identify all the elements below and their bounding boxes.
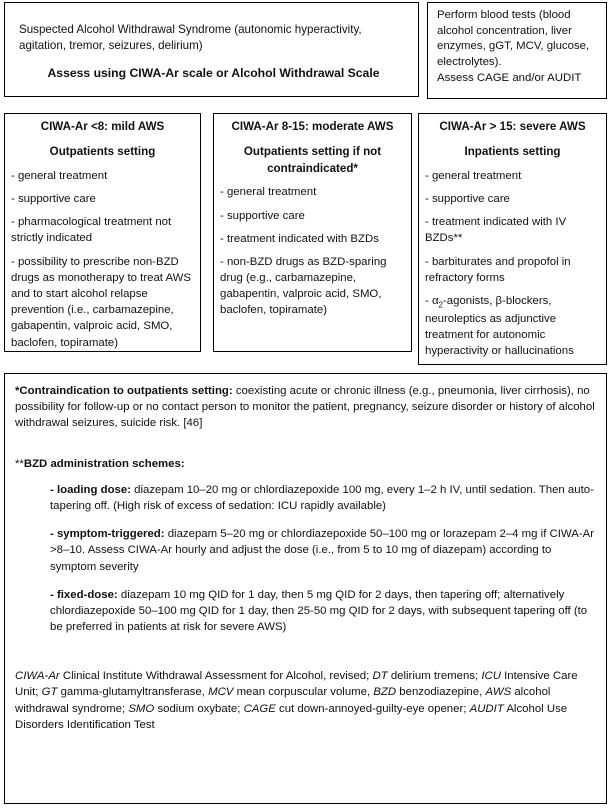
abbr-term: AUDIT	[469, 702, 504, 715]
abbr-def: benzodiazepine,	[396, 686, 486, 699]
bzd-schemes-title-text: BZD administration schemes:	[23, 457, 185, 470]
abbr-def: delirium tremens;	[387, 670, 482, 683]
bzd-schemes-prefix: **	[15, 457, 24, 470]
symptom-triggered-label: - symptom-triggered:	[50, 528, 165, 541]
severe-aws-setting: Inpatients setting	[464, 145, 561, 159]
severe-aws-header: CIWA-Ar > 15: severe AWS	[439, 120, 586, 133]
mild-aws-item: - general treatment	[11, 169, 108, 182]
moderate-aws-setting: Outpatients setting if not contraindicated*	[243, 145, 382, 175]
abbr-def: Clinical Institute Withdrawal Assessment for Alcohol, revised;	[59, 670, 373, 683]
assess-scale-text: Assess using CIWA-Ar scale or Alcohol Withdrawal Scale	[47, 65, 380, 80]
abbr-def: cut down-annoyed-guilty-eye opener;	[275, 702, 470, 715]
abbr-term: ICU	[481, 670, 501, 683]
abbr-term: GT	[41, 686, 58, 699]
severe-aws-box	[418, 113, 607, 365]
contraindication-text: coexisting acute or chronic illness (e.g., pneumonia, liver cirrhosis), no possibility for follow-up or no contact person to monitor the patient, pregnancy, seizure disorder or history of alcohol withdrawal seizures, suicide risk. [46]	[15, 385, 595, 430]
abbr-def: alcohol withdrawal syndrome;	[15, 686, 551, 715]
severe-aws-agonists-item	[425, 293, 600, 359]
agonists-prefix: - α	[425, 295, 439, 308]
severe-aws-item: - barbiturates and propofol in refractory forms	[425, 255, 571, 284]
agonists-rest: -agonists, β-blockers, neuroleptics as adjunctive treatment for autonomic hyperactivity or hallucinations	[425, 295, 574, 358]
abbr-term: AWS	[485, 686, 512, 699]
mild-aws-box	[4, 113, 201, 352]
bzd-schemes-title	[15, 456, 596, 472]
mild-aws-item: - supportive care	[11, 193, 96, 206]
abbr-def: mean corpuscular volume,	[233, 686, 374, 699]
symptom-triggered-text: diazepam 5–20 mg or chlordiazepoxide 50–100 mg or lorazepam 2–4 mg if CIWA-Ar >8–10. Assess CIWA-Ar hourly and adjust the dose (i.e., from 5 to 10 mg of diazepam) according to symptom severity	[50, 528, 595, 573]
abbr-def: sodium oxybate;	[154, 702, 244, 715]
abbr-def: Alcohol Use Disorders Identification Test	[15, 702, 568, 731]
moderate-aws-item: - treatment indicated with BZDs	[220, 232, 379, 245]
suspected-aws-text: Suspected Alcohol Withdrawal Syndrome (autonomic hyperactivity, agitation, tremor, seizures, delirium)	[19, 23, 362, 53]
mild-aws-setting: Outpatients setting	[49, 145, 156, 159]
severe-aws-item: - general treatment	[425, 169, 522, 182]
moderate-aws-item: - supportive care	[220, 209, 305, 222]
blood-tests-box	[427, 2, 607, 99]
abbr-term: BZD	[373, 686, 397, 699]
abbr-term: CAGE	[243, 702, 276, 715]
moderate-aws-item: - non-BZD drugs as BZD-sparing drug (e.g., carbamazepine, gabapentin, valproic acid, SMO, baclofen, topiramate)	[220, 255, 387, 317]
abbr-term: SMO	[128, 702, 155, 715]
fixed-dose-scheme	[50, 587, 596, 636]
suspected-aws-box	[4, 2, 419, 97]
loading-dose-scheme	[50, 482, 596, 514]
loading-dose-text: diazepam 10–20 mg or chlordiazepoxide 100 mg, every 1–2 h IV, until sedation. Then auto-tapering off. (High risk of excess of sedation: ICU rapidly available)	[50, 483, 594, 512]
assess-cage-text: Assess CAGE and/or AUDIT	[437, 71, 582, 84]
moderate-aws-box	[213, 113, 412, 352]
notes-box	[4, 373, 607, 804]
abbr-def: Intensive Care Unit;	[15, 670, 578, 699]
blood-tests-text: Perform blood tests (blood alcohol concentration, liver enzymes, gGT, MCV, glucose, electrolytes).	[437, 9, 590, 69]
fixed-dose-label: - fixed-dose:	[50, 588, 118, 601]
symptom-triggered-scheme	[50, 526, 596, 575]
moderate-aws-header: CIWA-Ar 8-15: moderate AWS	[231, 120, 394, 133]
abbr-term: CIWA-Ar	[15, 670, 60, 683]
abbr-term: MCV	[208, 686, 234, 699]
loading-dose-label: - loading dose:	[50, 483, 131, 496]
mild-aws-header: CIWA-Ar <8: mild AWS	[40, 120, 165, 133]
severe-aws-item: - supportive care	[425, 193, 510, 206]
abbr-term: DT	[372, 670, 388, 683]
mild-aws-item: - pharmacological treatment not strictly indicated	[11, 216, 172, 245]
abbreviations-list	[15, 668, 596, 733]
contraindication-label: *Contraindication to outpatients setting:	[15, 385, 233, 397]
fixed-dose-text: diazepam 10 mg QID for 1 day, then 5 mg QID for 2 days, then tapering off; alternatively chlordiazepoxide 50–100 mg QID for 1 day, then 25-50 mg QID for 2 days, with subsequent tapering off (to be preferred in patients at risk for severe AWS)	[50, 588, 588, 634]
abbr-def: gamma-glutamyltransferase,	[57, 686, 209, 699]
contraindication-note	[15, 383, 596, 432]
agonists-subscript: 2	[438, 300, 443, 310]
severe-aws-item: - treatment indicated with IV BZDs**	[425, 216, 567, 245]
moderate-aws-item: - general treatment	[220, 186, 317, 199]
mild-aws-item: - possibility to prescribe non-BZD drugs as monotherapy to treat AWS and to start alcohol relapse prevention (i.e., carbamazepine, gabapentin, valproic acid, SMO, baclofen, topiramate)	[11, 255, 192, 349]
